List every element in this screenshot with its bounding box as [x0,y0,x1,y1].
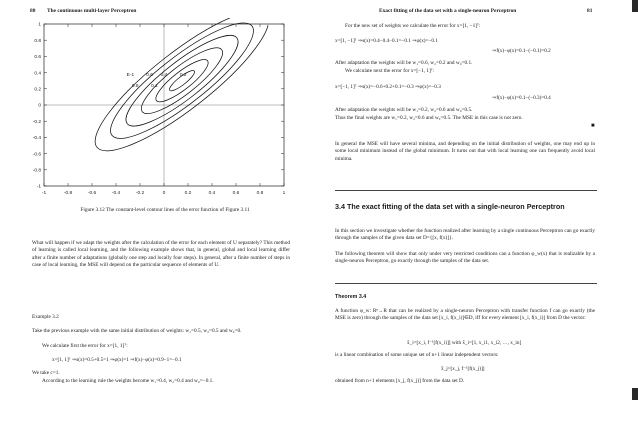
x-tick-label: -0.4 [111,191,121,196]
right-intro: For the new set of weights we calculate the error for x=[1, −1]ᵀ: [345,23,481,29]
x-tick-label: -1 [41,191,47,196]
we-take-line: We take c=1. [32,370,60,376]
equation-a2: ⇒f(x)−φ(x)=0.1−(−0.1)=0.2 [492,48,551,54]
y-tick-label: -0.2 [32,119,41,125]
example-paragraph-2: We calculate first the error for x=[1, 1]ᵀ: [42,343,128,349]
theorem-equation-2: x̂_j=[x_j, f⁻¹[f(x_j)]] [441,366,485,372]
left-paragraph-1: What will happen if we adapt the weights after the calculation of the error for each element of U separately? This method of learning is called local learning, and the following example shows that, in general, global and local learning differ after a finite number of adaptations (globally one step and locally four steps). In general, after a finite number of steps in case of local learning, the MSE will depend on the particular sequence of elements of U. [32,240,292,269]
contour-inline-label: 0.1 [151,84,158,90]
x-tick-label: 0.6 [232,191,240,196]
y-tick-label: 0 [38,103,41,109]
theorem-title: Theorem 3.4 [335,294,367,300]
y-tick-label: -0.8 [32,168,41,174]
general-paragraph: In general the MSE will have several minima, and depending on the initial distribution of weights, one may end up in some local minimum instead of the global minimum. It turns out that with local learning one can frequently avoid local minima. [335,141,597,162]
left-equation-1: x=[1, 1]ᵀ ⇒s(x)=0.5+0.5=1 ⇒φ(x)=1 ⇒f(x)−φ(x)=0.9−1=−0.1 [52,357,182,363]
page-edge-mark-bottom [632,388,638,400]
theorem-paragraph-2: is a linear combination of some unique set of n+1 linear independent vectors: [335,352,499,358]
right-running-head: Exact fitting of the data set with a single-neuron Perceptron [379,8,517,14]
section-paragraph-1: In this section we investigate whether the function realized after learning by a single continuous Perceptron can go exactly through the samples of the given data set D={[x, f(x)]}. [335,228,597,242]
next-error-line: We calculate next the error for x=[−1, 1]ᵀ: [345,68,435,74]
page-edge-mark-top [632,0,638,12]
after-adaptation-1: After adaptation the weights will be w₁=0.6, w₂=0.2 and w₀=0.1. [335,60,473,66]
equation-b1: x=[−1, 1]ᵀ ⇒s(x)=−0.6+0.2+0.1=−0.3 ⇒φ(x)=−0.3 [335,84,441,90]
contour-inline-label: 0.4 [160,72,168,78]
equation-a1: x=[1, −1]ᵀ ⇒s(x)=0.4−0.4−0.1=−0.1 ⇒φ(x)=−0.1 [335,38,438,44]
x-tick-label: 1 [282,191,286,196]
x-tick-label: -0.8 [63,191,73,196]
after-adaptation-2: After adaptation the weights will be w₁=0.2, w₂=0.6 and w₀=0.5. [335,107,473,113]
x-tick-label: 0.2 [184,191,192,196]
final-weights: Thus the final weights are w₁=0.2, w₂=0.6 and w₀=0.5. The MSE in this case is not zero. [335,115,523,121]
right-page [319,0,638,431]
contour-inline-label: 0.2 [179,72,187,78]
figure-caption: Figure 3.12 The constant-level contour lines of the error function of Figure 3.11 [80,207,250,213]
learning-rule-line: According to the learning rule the weights become w₁=0.4, w₂=0.4 and w₀=−0.1. [42,378,214,384]
theorem-paragraph-3: obtained from n+1 elements [x_j, f(x_j)] from the data set D. [335,378,465,384]
y-tick-label: -1 [36,184,41,190]
theorem-paragraph-1: A function φ_w: Rⁿ→R that can be realized by a single-neuron Perceptron with transfer function f can go exactly (the MSE is zero) through the samples of the data set [x_i, f(x_i)]∈D, iff for every element [x_i, f(x_i)] from D the vector: [335,308,597,322]
x-tick-label: 0 [162,191,166,196]
y-tick-label: -0.4 [32,136,41,142]
x-tick-label: -0.2 [135,191,145,196]
contour-line [116,23,249,138]
left-running-head: The continuous multi-layer Perceptron [47,8,137,14]
left-page-number: 80 [30,8,36,14]
y-tick-label: 1 [38,22,41,28]
contour-inline-label: 0.8 [131,84,139,90]
y-tick-label: 0.2 [34,87,41,93]
x-tick-label: 0.8 [256,191,264,196]
contour-inline-label: 0.6 [146,72,153,78]
contour-line [79,18,284,170]
right-page-number: 81 [587,8,593,14]
contour-plot [20,18,295,206]
x-tick-label: 0.4 [208,191,216,196]
example-title: Example 3.2 [32,314,59,320]
theorem-rule-top [335,283,597,284]
section-paragraph-2: The following theorem will show that only under very restricted conditions can a function φ_w(x) that is realizable by a single-neuron Perceptron, go exactly through the samples of the data set. [335,251,597,265]
x-tick-label: -0.6 [87,191,97,196]
y-tick-label: 0.6 [34,55,41,61]
y-tick-label: 0.8 [34,38,41,44]
equation-b2: ⇒f(x)−φ(x)=0.1−(−0.3)=0.4 [492,95,551,101]
qed-mark: ■ [591,123,595,129]
y-tick-label: 0.4 [34,71,41,77]
section-rule-top [335,190,597,191]
section-title: 3.4 The exact fitting of the data set with a single-neuron Perceptron [335,202,565,211]
y-tick-label: -0.6 [32,152,41,158]
example-paragraph-1: Take the previous example with the same initial distribution of weights: w₁=0.5, w₂=0.5 and w₀=0. [32,328,242,334]
theorem-equation-1: x̂_i=[x_i, f⁻¹[f(x_i)]] with x̂_i=[1, x_i1, x_i2, …, x_in] [407,340,522,346]
contour-inline-label: E-1 [126,72,135,78]
